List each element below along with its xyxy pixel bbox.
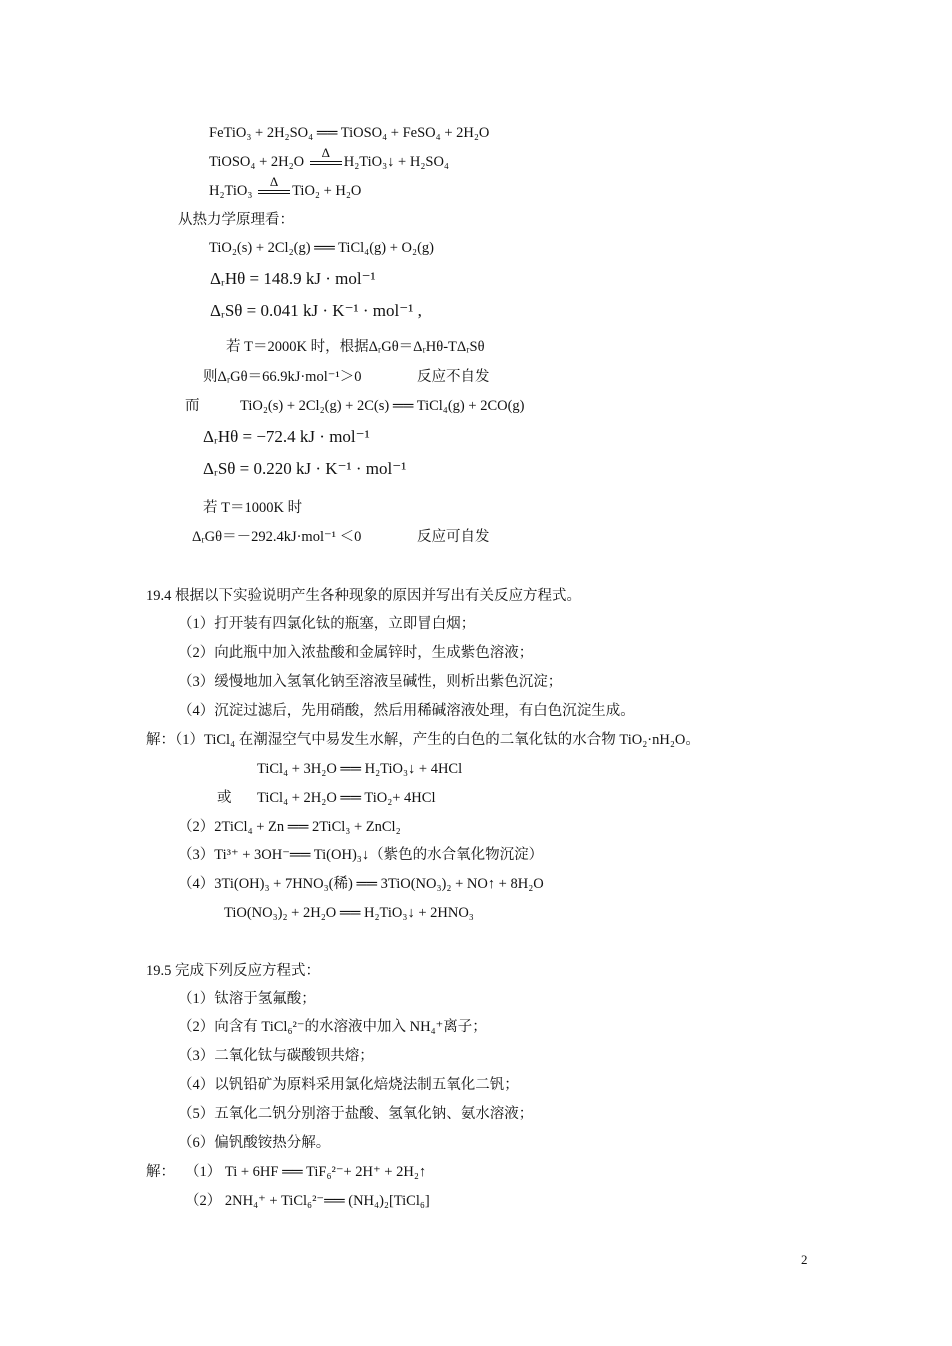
answer-eq-1: TiCl₄ + 3H₂O ══ H₂TiO₃↓ + 4HCl (257, 761, 463, 777)
thermo-heading: 从热力学原理看： (178, 212, 294, 228)
eq-carbochlorination: TiO₂(s) + 2Cl₂(g) + 2C(s) ══ TiCl₄(g) + 2CO(g) (240, 398, 525, 414)
delta-symbol: Δ (269, 173, 279, 189)
answer-eq-4: （3）Ti³⁺ + 3OH⁻══ Ti(OH)₃↓（紫色的水合氧化物沉淀） (178, 847, 544, 863)
entropy-1: ΔᵣSθ = 0.041 kJ · K⁻¹ · mol⁻¹ , (210, 301, 422, 320)
enthalpy-2: ΔᵣHθ = −72.4 kJ · mol⁻¹ (203, 427, 370, 446)
heat-arrow (308, 144, 344, 172)
q195-item-6: （6）偏钒酸铵热分解。 (178, 1135, 331, 1151)
answer-19-5-eq-2: （2） 2NH₄⁺ + TiCl₆²⁻══ (NH₄)₂[TiCl₆] (185, 1193, 430, 1209)
answer-19-5-eq-1: （1） Ti + 6HF ══ TiF₆²⁻+ 2H⁺ + 2H₂↑ (185, 1164, 427, 1180)
q195-item-2: （2）向含有 TiCl₆²⁻的水溶液中加入 NH₄⁺离子； (178, 1019, 487, 1035)
eq-feti-sulfuric: FeTiO₃ + 2H₂SO₄ ══ TiOSO₄ + FeSO₄ + 2H₂O (209, 125, 490, 141)
conclusion-2: 反应可自发 (417, 529, 490, 545)
entropy-2: ΔᵣSθ = 0.220 kJ · K⁻¹ · mol⁻¹ (203, 459, 407, 478)
eq-tioso4-hydrolysis (209, 144, 449, 172)
eq-h2tio3-decomp (209, 173, 362, 201)
eq-right: TiO₂ + H₂O (292, 183, 362, 199)
eq-right: H₂TiO₃↓ + H₂SO₄ (343, 154, 449, 170)
gibbs-2: ΔᵣGθ＝－292.4kJ·mol⁻¹ ＜0 (192, 529, 362, 545)
q194-item-3: （3）缓慢地加入氢氧化钠至溶液呈碱性，则析出紫色沉淀； (178, 674, 563, 690)
q195-item-4: （4）以钒铅矿为原料采用氯化焙烧法制五氧化二钒； (178, 1077, 519, 1093)
q195-item-1: （1）钛溶于氢氟酸； (178, 991, 316, 1007)
conclusion-1: 反应不自发 (417, 369, 490, 385)
q195-item-3: （3）二氧化钛与碳酸钡共熔； (178, 1048, 374, 1064)
q194-item-2: （2）向此瓶中加入浓盐酸和金属锌时，生成紫色溶液； (178, 645, 534, 661)
answer-eq-2: TiCl₄ + 2H₂O ══ TiO₂+ 4HCl (257, 790, 436, 806)
q194-item-1: （1）打开装有四氯化钛的瓶塞，立即冒白烟； (178, 616, 476, 632)
delta-symbol: Δ (321, 144, 330, 160)
conjunction-er: 而 (185, 398, 200, 414)
answer-19-5-label: 解： (146, 1164, 175, 1180)
eq-tio2-chlorination: TiO₂(s) + 2Cl₂(g) ══ TiCl₄(g) + O₂(g) (209, 240, 434, 256)
page-number: 2 (801, 1252, 808, 1267)
question-19-5: 19.5 完成下列反应方程式： (146, 963, 320, 979)
answer-19-4-intro: 解：（1）TiCl₄ 在潮湿空气中易发生水解，产生的白色的二氧化钛的水合物 TiO₂·nH₂O。 (146, 732, 700, 748)
answer-eq-3: （2）2TiCl₄ + Zn ══ 2TiCl₃ + ZnCl₂ (178, 819, 401, 835)
answer-or: 或 (217, 790, 232, 806)
heat-arrow (256, 173, 292, 201)
condition-2000k: 若 T＝2000K 时，根据ΔᵣGθ＝ΔᵣHθ-TΔᵣSθ (226, 339, 485, 355)
q194-item-4: （4）沉淀过滤后，先用硝酸，然后用稀碱溶液处理，有白色沉淀生成。 (178, 703, 635, 719)
q195-item-5: （5）五氧化二钒分别溶于盐酸、氢氧化钠、氨水溶液； (178, 1106, 534, 1122)
eq-left: TiOSO₄ + 2H₂O (209, 154, 305, 170)
condition-1000k: 若 T＝1000K 时 (203, 500, 303, 516)
gibbs-1: 则ΔᵣGθ＝66.9kJ·mol⁻¹＞0 (203, 369, 362, 385)
answer-eq-5: （4）3Ti(OH)₃ + 7HNO₃(稀) ══ 3TiO(NO₃)₂ + NO↑ + 8H₂O (178, 876, 544, 892)
enthalpy-1: ΔᵣHθ = 148.9 kJ · mol⁻¹ (210, 269, 376, 288)
question-19-4: 19.4 根据以下实验说明产生各种现象的原因并写出有关反应方程式。 (146, 588, 581, 604)
answer-eq-6: TiO(NO₃)₂ + 2H₂O ══ H₂TiO₃↓ + 2HNO₃ (224, 905, 474, 921)
eq-left: H₂TiO₃ (209, 183, 253, 199)
